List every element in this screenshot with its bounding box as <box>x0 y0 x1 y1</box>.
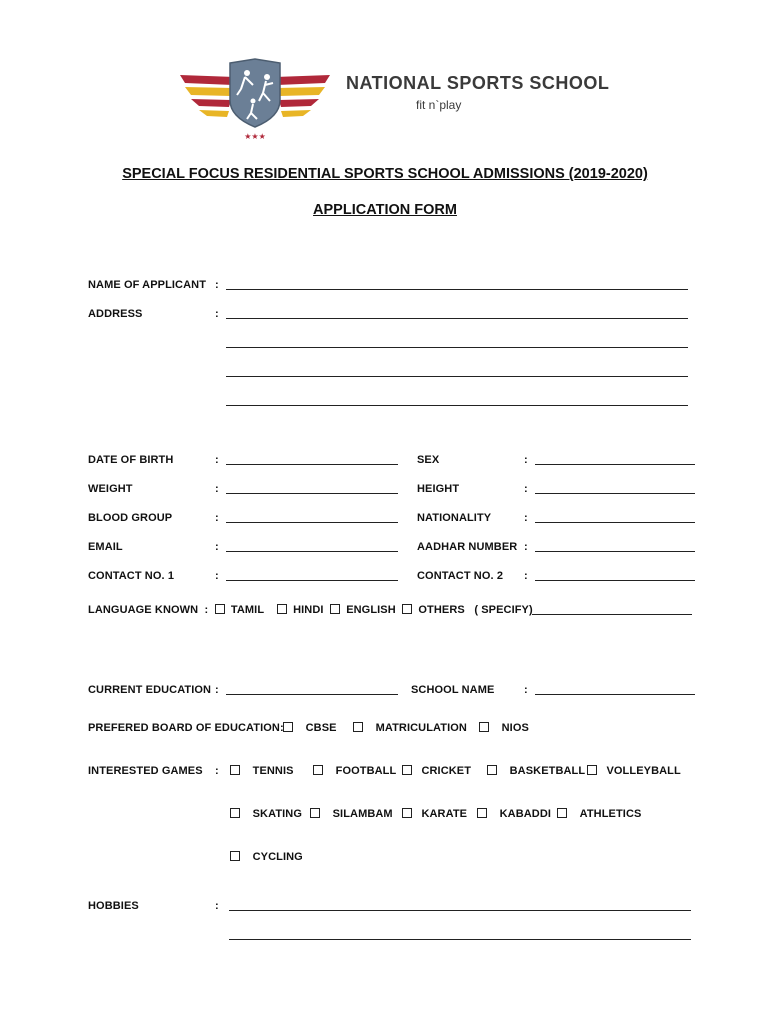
checkbox-tennis[interactable] <box>230 765 240 775</box>
svg-text:★★★: ★★★ <box>244 132 266 141</box>
game-cricket[interactable] <box>402 765 471 777</box>
checkbox-tamil[interactable] <box>215 604 225 614</box>
game-label: FOOTBALL <box>335 765 397 777</box>
game-tennis[interactable] <box>230 765 294 777</box>
shield-wings-icon <box>175 55 335 145</box>
game-basketball[interactable] <box>487 765 585 777</box>
game-label: SILAMBAM <box>332 808 393 820</box>
school-tagline: fit n`play <box>416 98 462 112</box>
language-label: LANGUAGE KNOWN <box>88 604 199 616</box>
game-football[interactable] <box>313 765 396 777</box>
game-label: TENNIS <box>252 765 294 777</box>
colon: : <box>215 900 219 912</box>
game-label: SKATING <box>252 808 303 820</box>
game-label: CYCLING <box>252 851 303 863</box>
game-kabaddi[interactable] <box>477 808 551 820</box>
address-label: ADDRESS <box>88 308 143 320</box>
option-tamil: TAMIL <box>230 604 265 616</box>
checkbox-english[interactable] <box>330 604 340 614</box>
colon: : <box>524 541 528 553</box>
contact1-label: CONTACT NO. 1 <box>88 570 175 582</box>
checkbox-skating[interactable] <box>230 808 240 818</box>
current-education-label: CURRENT EDUCATION <box>88 684 212 696</box>
colon: : <box>215 570 219 582</box>
school-name: NATIONAL SPORTS SCHOOL <box>346 73 610 93</box>
game-label: CRICKET <box>421 765 472 777</box>
colon: : <box>215 279 219 291</box>
address-field-1[interactable] <box>226 318 688 319</box>
address-field-2[interactable] <box>226 347 688 348</box>
board-option-cbse[interactable] <box>283 722 337 734</box>
blood-group-label: BLOOD GROUP <box>88 512 173 524</box>
game-label: KABADDI <box>499 808 552 820</box>
name-field[interactable] <box>226 289 688 290</box>
checkbox-kabaddi[interactable] <box>477 808 487 818</box>
board-option-matriculation[interactable] <box>353 722 467 734</box>
game-silambam[interactable] <box>310 808 393 820</box>
sex-label: SEX <box>417 454 440 466</box>
dob-label: DATE OF BIRTH <box>88 454 174 466</box>
game-label: BASKETBALL <box>509 765 586 777</box>
game-athletics[interactable] <box>557 808 641 820</box>
colon: : <box>215 308 219 320</box>
game-skating[interactable] <box>230 808 302 820</box>
checkbox-cricket[interactable] <box>402 765 412 775</box>
contact2-label: CONTACT NO. 2 <box>417 570 504 582</box>
game-volleyball[interactable] <box>587 765 681 777</box>
aadhar-field[interactable] <box>535 551 695 552</box>
colon: : <box>215 684 219 696</box>
game-karate[interactable] <box>402 808 467 820</box>
option-hindi: HINDI <box>293 604 324 616</box>
weight-label: WEIGHT <box>88 483 133 495</box>
game-label: VOLLEYBALL <box>606 765 681 777</box>
specify-label: ( SPECIFY) <box>474 604 533 616</box>
colon: : <box>215 541 219 553</box>
sex-field[interactable] <box>535 464 695 465</box>
board-option-nios[interactable] <box>479 722 529 734</box>
nationality-field[interactable] <box>535 522 695 523</box>
colon: : <box>215 483 219 495</box>
aadhar-label: AADHAR NUMBER <box>417 541 518 553</box>
weight-field[interactable] <box>226 493 398 494</box>
dob-field[interactable] <box>226 464 398 465</box>
checkbox-football[interactable] <box>313 765 323 775</box>
current-education-field[interactable] <box>226 694 398 695</box>
colon: : <box>524 570 528 582</box>
form-title: SPECIAL FOCUS RESIDENTIAL SPORTS SCHOOL ADMISSIONS (2019-2020) <box>122 166 648 182</box>
checkbox-others[interactable] <box>402 604 412 614</box>
colon: : <box>524 512 528 524</box>
height-field[interactable] <box>535 493 695 494</box>
board-label: PREFERED BOARD OF EDUCATION: <box>88 722 284 734</box>
checkbox-athletics[interactable] <box>557 808 567 818</box>
checkbox-hindi[interactable] <box>277 604 287 614</box>
checkbox-silambam[interactable] <box>310 808 320 818</box>
game-cycling[interactable] <box>230 851 303 863</box>
option-cbse: CBSE <box>305 722 337 734</box>
checkbox-volleyball[interactable] <box>587 765 597 775</box>
email-label: EMAIL <box>88 541 123 553</box>
checkbox-karate[interactable] <box>402 808 412 818</box>
nationality-label: NATIONALITY <box>417 512 492 524</box>
address-field-3[interactable] <box>226 376 688 377</box>
colon: : <box>215 512 219 524</box>
colon: : <box>215 454 219 466</box>
name-label: NAME OF APPLICANT <box>88 279 207 291</box>
games-label: INTERESTED GAMES <box>88 765 203 777</box>
contact1-field[interactable] <box>226 580 398 581</box>
checkbox-nios[interactable] <box>479 722 489 732</box>
option-matriculation: MATRICULATION <box>375 722 467 734</box>
game-label: ATHLETICS <box>579 808 642 820</box>
hobbies-field-2[interactable] <box>229 939 691 940</box>
school-name-field[interactable] <box>535 694 695 695</box>
checkbox-basketball[interactable] <box>487 765 497 775</box>
form-subtitle: APPLICATION FORM <box>313 202 457 218</box>
colon: : <box>524 684 528 696</box>
checkbox-cycling[interactable] <box>230 851 240 861</box>
game-label: KARATE <box>421 808 468 820</box>
option-english: ENGLISH <box>346 604 396 616</box>
checkbox-matriculation[interactable] <box>353 722 363 732</box>
hobbies-label: HOBBIES <box>88 900 139 912</box>
school-logo <box>175 55 335 145</box>
language-specify-field[interactable] <box>532 614 692 615</box>
email-field[interactable] <box>226 551 398 552</box>
colon: : <box>524 454 528 466</box>
hobbies-field-1[interactable] <box>229 910 691 911</box>
option-others: OTHERS <box>418 604 465 616</box>
option-nios: NIOS <box>501 722 529 734</box>
school-name-label: SCHOOL NAME <box>411 684 495 696</box>
address-field-4[interactable] <box>226 405 688 406</box>
contact2-field[interactable] <box>535 580 695 581</box>
checkbox-cbse[interactable] <box>283 722 293 732</box>
colon: : <box>215 765 219 777</box>
height-label: HEIGHT <box>417 483 460 495</box>
blood-group-field[interactable] <box>226 522 398 523</box>
colon: : <box>524 483 528 495</box>
language-row: LANGUAGE KNOWN : TAMIL HINDI ENGLISH OTHERS ( SPECIFY) <box>88 604 533 616</box>
